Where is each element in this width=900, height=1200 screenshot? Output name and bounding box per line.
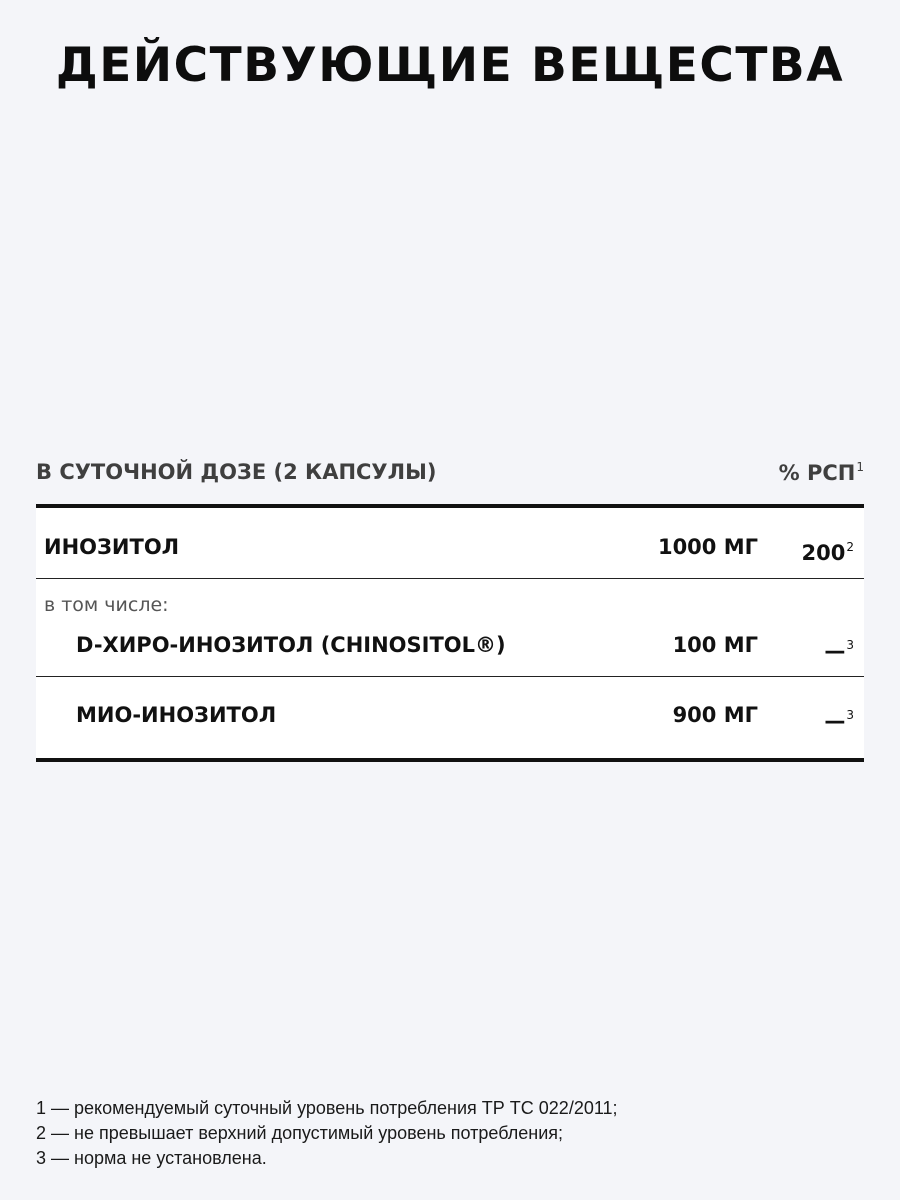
ingredient-amount: 100 МГ [672, 633, 758, 657]
row-divider [36, 676, 864, 677]
percent-value: — [824, 639, 846, 663]
ingredient-name: МИО-ИНОЗИТОЛ [76, 703, 277, 727]
table-header [36, 456, 864, 492]
ingredient-amount: 1000 МГ [657, 535, 758, 559]
ingredient-percent [824, 702, 854, 734]
header-percent-rsp-label: % РСП [778, 461, 856, 485]
row-divider [36, 578, 864, 579]
footnote-ref: 3 [846, 638, 854, 652]
page-title: ДЕЙСТВУЮЩИЕ ВЕЩЕСТВА [55, 38, 845, 93]
ingredient-name: D-ХИРО-ИНОЗИТОЛ (CHINOSITOL®) [76, 633, 506, 657]
footnote-ref: 2 [846, 540, 854, 554]
percent-value: 200 [801, 541, 846, 565]
ingredient-amount: 900 МГ [672, 703, 758, 727]
header-percent-rsp [779, 460, 864, 485]
footnote-1: 1 — рекомендуемый суточный уровень потребления ТР ТС 022/2011; [36, 1098, 618, 1118]
ingredient-percent [824, 632, 854, 664]
footnote-ref: 3 [846, 708, 854, 722]
footnote-ref: 1 [856, 460, 864, 474]
subheading-including: в том числе: [44, 594, 169, 616]
header-daily-dose: В СУТОЧНОЙ ДОЗЕ (2 КАПСУЛЫ) [36, 460, 437, 484]
ingredient-percent [802, 534, 854, 566]
footnote-2: 2 — не превышает верхний допустимый уровень потребления; [36, 1123, 563, 1143]
footnotes [36, 1096, 618, 1171]
table-bottom-rule [36, 758, 864, 762]
percent-value: — [824, 709, 846, 733]
ingredient-name: ИНОЗИТОЛ [44, 535, 180, 559]
footnote-3: 3 — норма не установлена. [36, 1148, 267, 1168]
